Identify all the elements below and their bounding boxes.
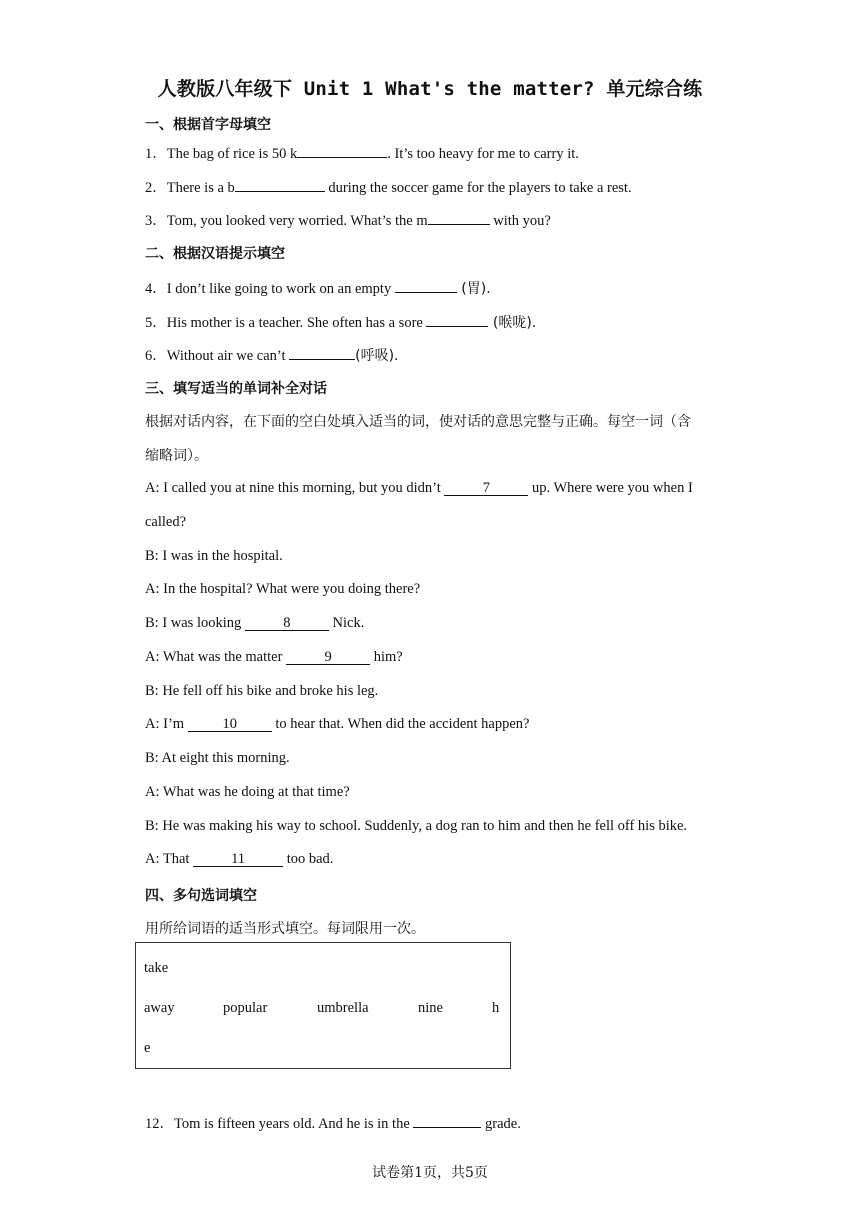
- dialog-line: A: What was he doing at that time?: [145, 784, 350, 800]
- answer-blank[interactable]: [413, 1113, 481, 1128]
- word-bank-item: umbrella: [317, 1000, 369, 1016]
- question-5: 5．His mother is a teacher. She often has a sore (喉咙).: [145, 311, 536, 332]
- dialog-line: A: That 11 too bad.: [145, 851, 334, 867]
- question-12: 12．Tom is fifteen years old. And he is in the grade.: [145, 1112, 521, 1133]
- answer-blank[interactable]: [289, 345, 355, 360]
- dialog-line: B: He was making his way to school. Suddenly, a dog ran to him and then he fell off his bike.: [145, 818, 688, 834]
- word-bank-item: e: [144, 1040, 151, 1056]
- word-bank-item: popular: [223, 1000, 268, 1016]
- answer-blank[interactable]: [428, 210, 490, 225]
- word-bank-box: [135, 942, 511, 1069]
- word-bank-item: take: [144, 960, 169, 976]
- dialog-line: called?: [145, 514, 187, 530]
- dialog-line: A: I called you at nine this morning, but you didn’t 7 up. Where were you when I: [145, 480, 693, 496]
- section-heading-2: 二、根据汉语提示填空: [145, 246, 285, 262]
- question-2: 2．There is a b during the soccer game for the players to take a rest.: [145, 176, 632, 197]
- instruction-text: 缩略词）。: [145, 448, 208, 464]
- dialog-line: A: I’m 10 to hear that. When did the accident happen?: [145, 716, 530, 732]
- question-6: 6．Without air we can’t (呼吸).: [145, 344, 398, 365]
- dialog-line: B: At eight this morning.: [145, 750, 290, 766]
- question-4: 4．I don’t like going to work on an empty (胃).: [145, 277, 491, 298]
- word-bank-item: nine: [418, 1000, 443, 1016]
- numbered-blank-10[interactable]: 10: [188, 717, 272, 732]
- dialog-line: B: He fell off his bike and broke his leg.: [145, 683, 379, 699]
- instruction-text: 根据对话内容，在下面的空白处填入适当的词，使对话的意思完整与正确。每空一词（含: [145, 414, 691, 430]
- word-bank-item: h: [492, 1000, 500, 1016]
- numbered-blank-8[interactable]: 8: [245, 616, 329, 631]
- page-footer: 试卷第1页，共5页: [372, 1165, 488, 1181]
- question-3: 3．Tom, you looked very worried. What’s the m with you?: [145, 209, 551, 230]
- page-title: 人教版八年级下 Unit 1 What's the matter? 单元综合练: [157, 78, 703, 100]
- section-heading-4: 四、多句选词填空: [145, 888, 257, 904]
- dialog-line: B: I was looking 8 Nick.: [145, 615, 365, 631]
- section-heading-3: 三、填写适当的单词补全对话: [145, 381, 327, 397]
- word-bank-item: away: [144, 1000, 175, 1016]
- section-heading-1: 一、根据首字母填空: [145, 117, 271, 133]
- answer-blank[interactable]: [426, 312, 488, 327]
- instruction-text: 用所给词语的适当形式填空。每词限用一次。: [145, 921, 425, 937]
- answer-blank[interactable]: [235, 177, 325, 192]
- dialog-line: A: In the hospital? What were you doing there?: [145, 581, 421, 597]
- question-1: 1．The bag of rice is 50 k . It’s too heavy for me to carry it.: [145, 142, 579, 163]
- answer-blank[interactable]: [395, 278, 457, 293]
- numbered-blank-9[interactable]: 9: [286, 650, 370, 665]
- dialog-line: B: I was in the hospital.: [145, 548, 283, 564]
- dialog-line: A: What was the matter 9 him?: [145, 649, 403, 665]
- answer-blank[interactable]: [297, 143, 387, 158]
- numbered-blank-11[interactable]: 11: [193, 852, 283, 867]
- numbered-blank-7[interactable]: 7: [444, 481, 528, 496]
